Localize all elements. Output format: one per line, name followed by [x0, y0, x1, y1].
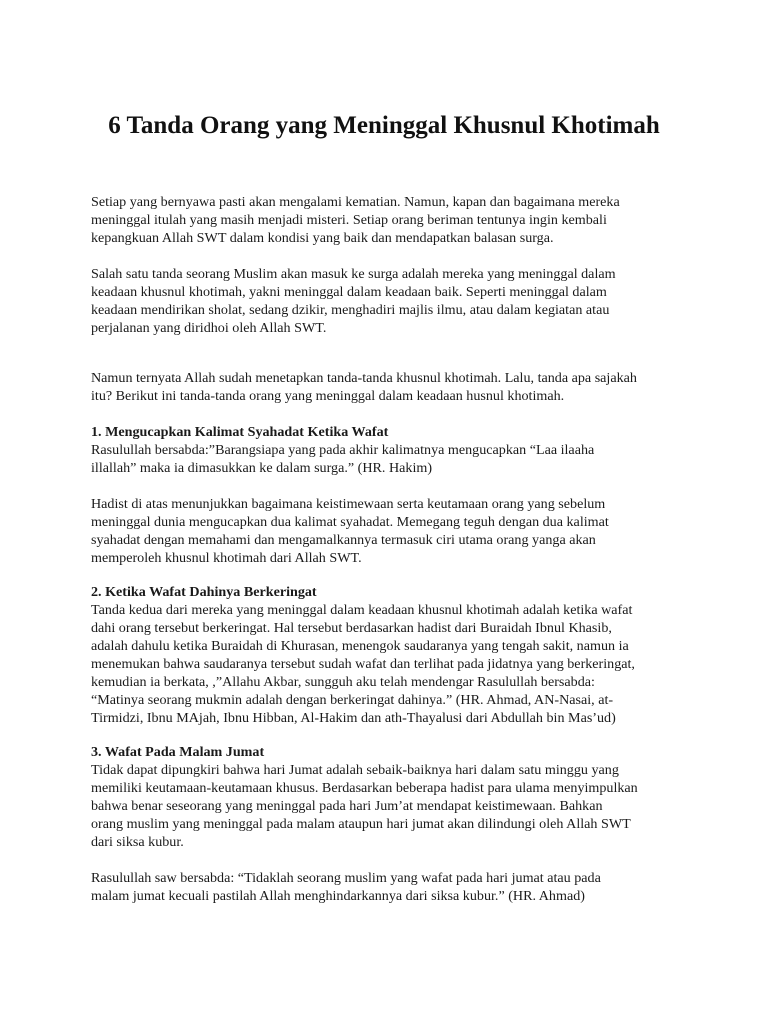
- paragraph-section-1-body: [91, 495, 681, 567]
- text-line: Namun ternyata Allah sudah menetapkan tanda-tanda khusnul khotimah. Lalu, tanda apa sajakah: [91, 370, 637, 386]
- paragraph-intro-2: [91, 265, 681, 337]
- section-heading: 3. Wafat Pada Malam Jumat: [91, 744, 265, 760]
- text-line: dari siksa kubur.: [91, 834, 184, 850]
- text-line: itu? Berikut ini tanda-tanda orang yang meninggal dalam keadaan husnul khotimah.: [91, 388, 565, 404]
- text-line: memperoleh khusnul khotimah dari Allah SWT.: [91, 550, 362, 566]
- text-line: Rasulullah saw bersabda: “Tidaklah seorang muslim yang wafat pada hari jumat atau pada: [91, 870, 601, 886]
- text-line: Tirmidzi, Ibnu MAjah, Ibnu Hibban, Al-Hakim dan ath-Thayalusi dari Abdullah bin Mas’ud): [91, 710, 616, 726]
- text-line: kepangkuan Allah SWT dalam kondisi yang baik dan mendapatkan balasan surga.: [91, 230, 554, 246]
- text-line: Salah satu tanda seorang Muslim akan masuk ke surga adalah mereka yang meninggal dalam: [91, 266, 616, 282]
- text-line: keadaan mendirikan sholat, sedang dzikir, menghadiri majlis ilmu, atau dalam kegiatan atau: [91, 302, 610, 318]
- paragraph-intro-1: [91, 193, 681, 247]
- text-line: Hadist di atas menunjukkan bagaimana keistimewaan serta keutamaan orang yang sebelum: [91, 496, 606, 512]
- text-line: meninggal dunia mengucapkan dua kalimat syahadat. Memegang teguh dengan dua kalimat: [91, 514, 609, 530]
- text-line: Rasulullah bersabda:”Barangsiapa yang pada akhir kalimatnya mengucapkan “Laa ilaaha: [91, 442, 595, 458]
- section-heading: 2. Ketika Wafat Dahinya Berkeringat: [91, 584, 317, 600]
- text-line: syahadat dengan memahami dan mengamalkannya termasuk ciri utama orang yanga akan: [91, 532, 596, 548]
- text-line: orang muslim yang meninggal pada malam ataupun hari jumat akan dilindungi oleh Allah SWT: [91, 816, 631, 832]
- section-heading: 1. Mengucapkan Kalimat Syahadat Ketika Wafat: [91, 424, 389, 440]
- text-line: keadaan khusnul khotimah, yakni meninggal dalam keadaan baik. Seperti meninggal dalam: [91, 284, 607, 300]
- text-line: menemukan bahwa saudaranya tersebut sudah wafat dan terlihat pada jidatnya yang berkeringat,: [91, 656, 635, 672]
- text-line: dahi orang tersebut berkeringat. Hal tersebut berdasarkan hadist dari Buraidah Ibnul Khasib,: [91, 620, 612, 636]
- text-line: Tidak dapat dipungkiri bahwa hari Jumat adalah sebaik-baiknya hari dalam satu minggu yang: [91, 762, 619, 778]
- text-line: Setiap yang bernyawa pasti akan mengalami kematian. Namun, kapan dan bagaimana mereka: [91, 194, 620, 210]
- text-line: meninggal itulah yang masih menjadi misteri. Setiap orang beriman tentunya ingin kembali: [91, 212, 607, 228]
- text-line: “Matinya seorang mukmin adalah dengan berkeringat dahinya.” (HR. Ahmad, AN-Nasai, at-: [91, 692, 614, 708]
- text-line: perjalanan yang diridhoi oleh Allah SWT.: [91, 320, 327, 336]
- paragraph-section-3-body: [91, 869, 681, 905]
- text-line: memiliki keutamaan-keutamaan khusus. Berdasarkan beberapa hadist para ulama menyimpulkan: [91, 780, 638, 796]
- section-2: [91, 583, 681, 727]
- text-line: illallah” maka ia dimasukkan ke dalam surga.” (HR. Hakim): [91, 460, 433, 476]
- section-3: [91, 743, 681, 851]
- paragraph-intro-3: [91, 369, 681, 405]
- text-line: bahwa benar seseorang yang meninggal pada hari Jum’at mendapat keistimewaan. Bahkan: [91, 798, 603, 814]
- text-line: kemudian ia berkata, ,”Allahu Akbar, sungguh aku telah mendengar Rasulullah bersabda:: [91, 674, 595, 690]
- text-line: adalah dahulu ketika Buraidah di Khurasan, menengok saudaranya yang tengah sakit, namun ia: [91, 638, 629, 654]
- section-1: [91, 423, 681, 477]
- text-line: Tanda kedua dari mereka yang meninggal dalam keadaan khusnul khotimah adalah ketika wafat: [91, 602, 633, 618]
- document-title: 6 Tanda Orang yang Meninggal Khusnul Khotimah: [108, 112, 660, 139]
- text-line: malam jumat kecuali pastilah Allah menghindarkannya dari siksa kubur.” (HR. Ahmad): [91, 888, 585, 904]
